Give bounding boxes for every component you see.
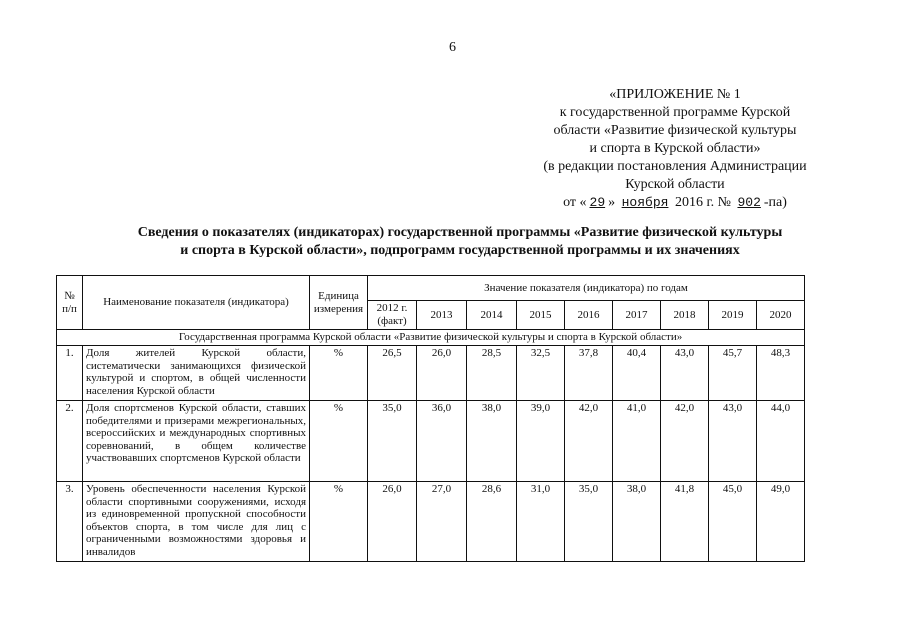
row-value: 43,0 xyxy=(709,401,757,482)
row-value: 32,5 xyxy=(517,346,565,401)
row-value: 45,0 xyxy=(709,482,757,562)
appendix-line: «ПРИЛОЖЕНИЕ № 1 xyxy=(609,87,741,102)
row-indicator-name: Доля спортсменов Курской области, ставших победителями и призерами межрегиональных, всероссийских и международных спортивных соревнований, в общем количестве участвовавших спортсменов Курской области xyxy=(83,401,310,482)
row-value: 45,7 xyxy=(709,346,757,401)
appendix-line: области «Развитие физической культуры xyxy=(553,123,797,138)
section-title: Государственная программа Курской области «Развитие физической культуры и спорта в Курской области» xyxy=(57,330,805,346)
appendix-line: к государственной программе Курской xyxy=(559,105,791,120)
order-reference xyxy=(515,194,835,212)
row-value: 48,3 xyxy=(757,346,805,401)
appendix-line: (в редакции постановления Администрации xyxy=(543,159,807,174)
row-number: 1. xyxy=(57,346,83,401)
row-value: 42,0 xyxy=(661,401,709,482)
document-title xyxy=(60,224,860,260)
page-number: 6 xyxy=(449,40,456,55)
row-number: 3. xyxy=(57,482,83,562)
row-value: 49,0 xyxy=(757,482,805,562)
row-value: 36,0 xyxy=(417,401,467,482)
row-value: 28,6 xyxy=(467,482,517,562)
appendix-line: Курской области xyxy=(625,177,725,192)
order-year-label: 2016 г. № xyxy=(674,195,731,210)
order-month: ноября xyxy=(621,195,669,210)
header-num: № п/п xyxy=(57,276,83,330)
header-year: 2012 г. (факт) xyxy=(368,301,417,330)
row-value: 31,0 xyxy=(517,482,565,562)
row-value: 35,0 xyxy=(368,401,417,482)
row-value: 43,0 xyxy=(661,346,709,401)
order-day: 29 xyxy=(589,195,606,210)
title-line-1: Сведения о показателях (индикаторах) государственной программы «Развитие физической культуры xyxy=(137,225,783,240)
row-unit: % xyxy=(310,482,368,562)
row-indicator-name: Уровень обеспеченности населения Курской области спортивными сооружениями, исходя из единовременной пропускной способности объектов спорта, в том числе для лиц с ограниченными возможностями здоровья и инвалидов xyxy=(83,482,310,562)
indicators-table xyxy=(56,275,805,562)
header-values-group: Значение показателя (индикатора) по годам xyxy=(368,276,805,301)
row-value: 38,0 xyxy=(613,482,661,562)
table-row xyxy=(57,401,805,482)
header-year: 2017 xyxy=(613,301,661,330)
row-value: 26,5 xyxy=(368,346,417,401)
header-year: 2020 xyxy=(757,301,805,330)
header-unit: Единица измерения xyxy=(310,276,368,330)
table-row xyxy=(57,346,805,401)
table-row xyxy=(57,482,805,562)
row-unit: % xyxy=(310,346,368,401)
header-name: Наименование показателя (индикатора) xyxy=(83,276,310,330)
row-value: 39,0 xyxy=(517,401,565,482)
row-value: 27,0 xyxy=(417,482,467,562)
header-year: 2016 xyxy=(565,301,613,330)
row-unit: % xyxy=(310,401,368,482)
row-number: 2. xyxy=(57,401,83,482)
row-indicator-name: Доля жителей Курской области, систематически занимающихся физической культурой и спортом, в общей численности населения Курской области xyxy=(83,346,310,401)
row-value: 44,0 xyxy=(757,401,805,482)
header-year: 2018 xyxy=(661,301,709,330)
order-mid: » xyxy=(608,195,616,210)
header-year: 2019 xyxy=(709,301,757,330)
title-line-2: и спорта в Курской области», подпрограмм государственной программы и их значениях xyxy=(180,243,740,258)
row-value: 41,8 xyxy=(661,482,709,562)
row-value: 26,0 xyxy=(417,346,467,401)
row-value: 37,8 xyxy=(565,346,613,401)
order-suffix: -па) xyxy=(763,195,787,210)
order-number: 902 xyxy=(737,195,761,210)
row-value: 28,5 xyxy=(467,346,517,401)
row-value: 40,4 xyxy=(613,346,661,401)
order-prefix: от « xyxy=(563,195,587,210)
appendix-line: и спорта в Курской области» xyxy=(589,141,761,156)
header-year: 2013 xyxy=(417,301,467,330)
header-year: 2014 xyxy=(467,301,517,330)
row-value: 26,0 xyxy=(368,482,417,562)
row-value: 42,0 xyxy=(565,401,613,482)
appendix-block xyxy=(515,86,835,212)
row-value: 38,0 xyxy=(467,401,517,482)
row-value: 35,0 xyxy=(565,482,613,562)
header-year: 2015 xyxy=(517,301,565,330)
row-value: 41,0 xyxy=(613,401,661,482)
